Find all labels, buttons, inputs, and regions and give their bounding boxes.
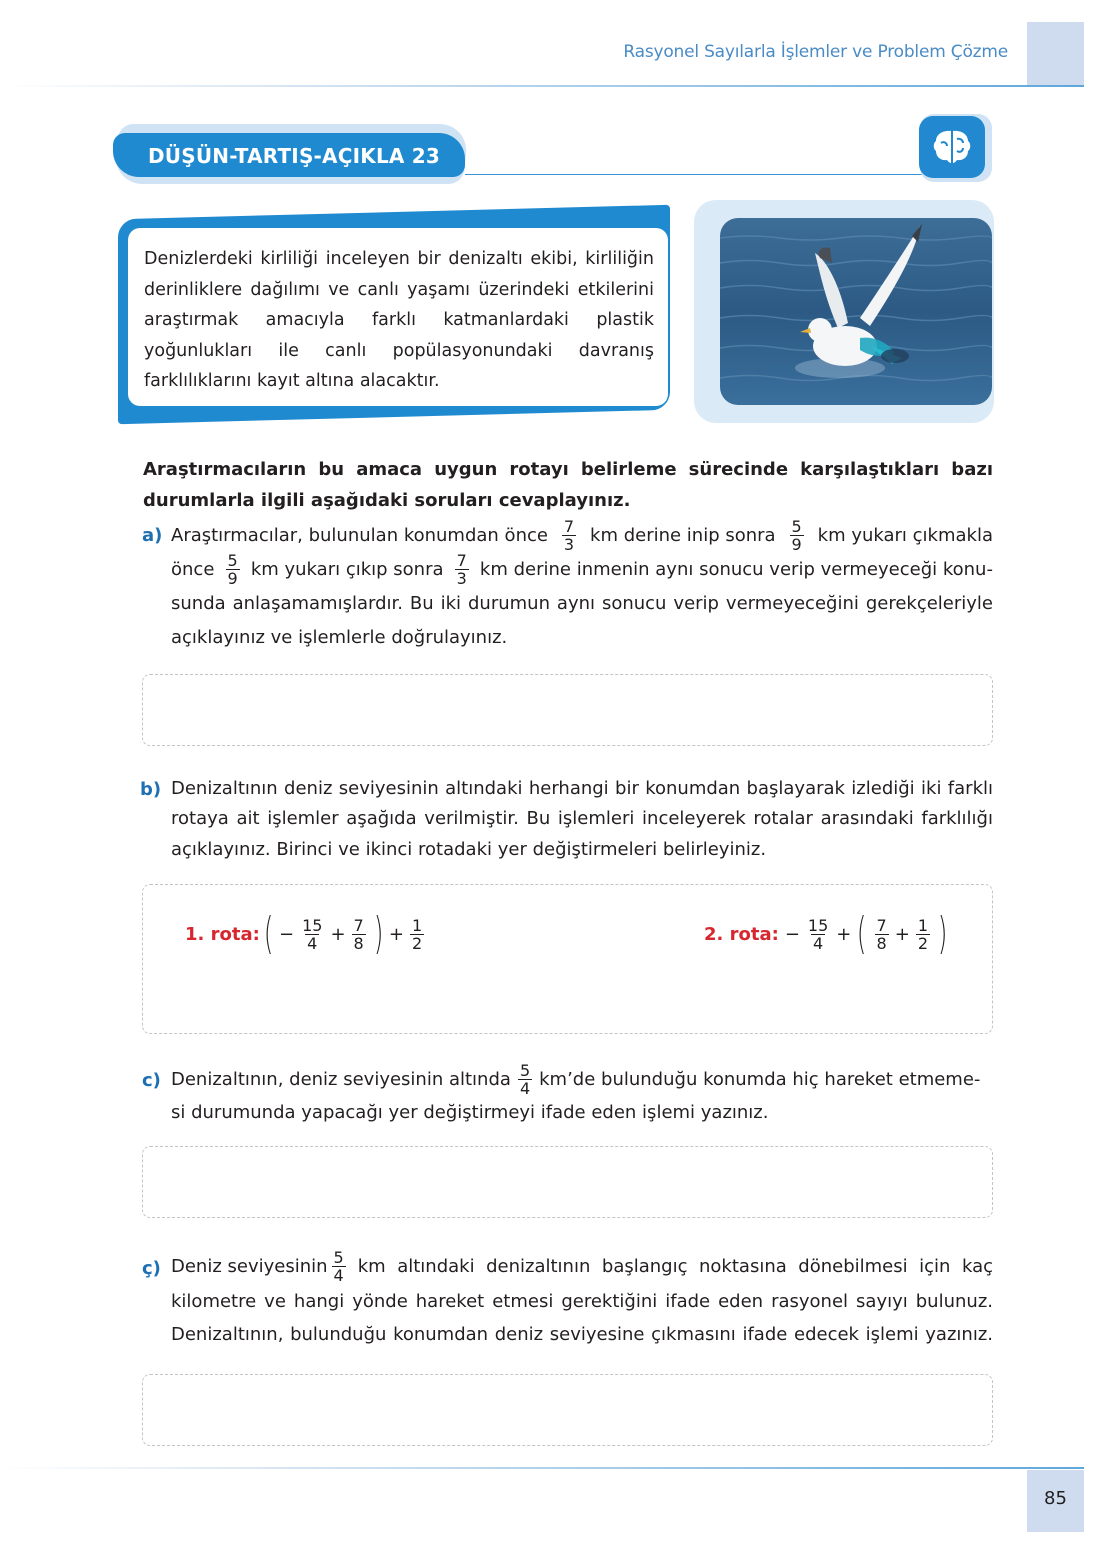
numerator: 5 (791, 517, 802, 536)
question-a-label: a) (142, 525, 163, 546)
question-cc-line-1 (171, 1249, 993, 1284)
numerator: 1 (917, 915, 929, 935)
denominator: 3 (456, 569, 467, 588)
seagull-photo (720, 218, 992, 405)
fraction-15-4 (300, 917, 324, 952)
denominator: 8 (353, 933, 364, 953)
chapter-title: Rasyonel Sayılarla İşlemler ve Problem Çözme (623, 42, 1008, 62)
left-paren: ( (263, 908, 274, 959)
question-b-line-1: Denizaltının deniz seviyesinin altındaki herhangi bir konumdan başlayarak izlediği iki farklı (171, 778, 993, 799)
header-tab (1027, 22, 1084, 86)
rota-2-math (779, 908, 951, 959)
numerator: 15 (302, 915, 323, 935)
right-paren: ) (373, 908, 384, 959)
denominator: 4 (307, 933, 318, 953)
question-c-text: km’de bulunduğu konumda hiç hareket etmeme- (539, 1068, 981, 1090)
question-a-text: Araştırmacılar, bulunulan konumdan önce (171, 524, 548, 546)
fraction-7-8 (352, 917, 366, 952)
question-c-label: c) (142, 1070, 161, 1091)
question-a-text: km derine inip sonra (590, 524, 776, 546)
fraction-5-9 (226, 552, 240, 587)
plus-sign: + (388, 923, 404, 945)
fraction-15-4 (806, 917, 830, 952)
question-a-line-2 (171, 552, 993, 587)
question-b-line-2: rotaya ait işlemler aşağıda verilmiştir. Bu işlemleri inceleyerek rotalar arasındaki farklılığı (171, 808, 993, 829)
denominator: 2 (412, 933, 423, 953)
minus-sign: − (784, 923, 800, 945)
numerator: 7 (563, 517, 575, 536)
question-b-line-3: açıklayınız. Birinci ve ikinci rotadaki yer değiştirmeleri belirleyiniz. (171, 839, 767, 860)
left-paren: ( (857, 908, 867, 959)
question-c-line-2: si durumunda yapacağı yer değiştirmeyi ifade eden işlemi yazınız. (171, 1102, 769, 1123)
question-c-line-1 (171, 1062, 980, 1097)
denominator: 2 (917, 933, 929, 953)
question-a-line-3: sunda anlaşamamışlardır. Bu iki durumun aynı sonucu verip vermeyeceğini gerekçeleriyle (171, 593, 993, 614)
question-cc-text: Deniz seviyesinin (171, 1255, 328, 1277)
plus-sign: + (330, 923, 346, 945)
denominator: 9 (227, 569, 238, 588)
fraction-7-8 (875, 917, 889, 952)
rota-1-label: 1. rota: (185, 923, 260, 945)
denominator: 8 (876, 933, 887, 953)
rota-2-expression (704, 908, 951, 959)
fraction-1-2 (410, 917, 424, 952)
numerator: 5 (227, 551, 238, 570)
numerator: 5 (519, 1061, 531, 1080)
rota-2-label: 2. rota: (704, 923, 779, 945)
question-a-text: km derine inmenin aynı sonucu verip vermeyeceği konu- (479, 558, 993, 580)
numerator: 7 (353, 915, 364, 935)
intro-text: Denizlerdeki kirliliği inceleyen bir denizaltı ekibi, kirliliğin derinliklere dağılımı ve canlı yaşamı üzerindeki etkilerini araştırmak amacıyla farklı katmanlardaki plastik yoğunlukları ile canlı popülasyonundaki davranış farklılıklarını kayıt altına alacaktır. (144, 249, 654, 391)
numerator: 7 (876, 915, 887, 935)
fraction-5-4 (332, 1249, 346, 1284)
rota-1-expression (185, 908, 428, 959)
answer-box-b[interactable] (142, 884, 993, 1034)
rota-1-math (260, 908, 428, 959)
answer-box-c[interactable] (142, 1146, 993, 1218)
question-a-line-1 (171, 518, 993, 553)
question-a-text: km yukarı çıkmakla (817, 524, 993, 546)
denominator: 3 (563, 535, 575, 554)
instructions: Araştırmacıların bu amaca uygun rotayı belirleme sürecinde karşılaştıkları bazı durumlarla ilgili aşağıdaki soruları cevaplayınız. (143, 459, 993, 511)
numerator: 15 (807, 915, 829, 935)
right-paren: ) (937, 908, 948, 959)
plus-sign: + (836, 923, 852, 945)
question-a-text: km yukarı çıkıp sonra (250, 558, 444, 580)
fraction-7-3 (455, 552, 469, 587)
question-b-label: b) (140, 779, 162, 800)
answer-box-a[interactable] (142, 674, 993, 746)
answer-box-cc[interactable] (142, 1374, 993, 1446)
brain-icon (919, 116, 985, 178)
question-a-text: önce (171, 558, 215, 580)
banner-rule (465, 174, 925, 175)
footer-divider (0, 1467, 1084, 1469)
numerator: 5 (333, 1248, 344, 1267)
page-number: 85 (1044, 1488, 1067, 1509)
denominator: 4 (813, 933, 824, 953)
minus-sign: − (279, 923, 295, 945)
activity-title: DÜŞÜN-TARTIŞ-AÇIKLA 23 (148, 144, 440, 168)
denominator: 4 (519, 1079, 531, 1098)
fraction-1-2 (916, 917, 930, 952)
numerator: 7 (456, 551, 467, 570)
numerator: 1 (412, 915, 423, 935)
denominator: 4 (333, 1266, 344, 1285)
question-a-line-4: açıklayınız ve işlemlerle doğrulayınız. (171, 627, 508, 648)
plus-sign: + (894, 923, 910, 945)
question-c-text: Denizaltının, deniz seviyesinin altında (171, 1068, 511, 1090)
header-divider (0, 85, 1084, 87)
fraction-5-9 (790, 518, 804, 553)
question-cc-label: ç) (142, 1258, 161, 1279)
fraction-7-3 (562, 518, 576, 553)
fraction-5-4 (518, 1062, 532, 1097)
question-cc-line-2: kilometre ve hangi yönde hareket etmesi gerektiğini ifade eden rasyonel sayıyı bulunuz. (171, 1291, 993, 1312)
question-cc-text: km altındaki denizaltının başlangıç noktasına dönebilmesi için kaç (357, 1255, 993, 1277)
denominator: 9 (791, 535, 802, 554)
question-cc-line-3: Denizaltının, bulunduğu konumdan deniz seviyesine çıkmasını ifade edecek işlemi yazınız. (171, 1324, 993, 1345)
